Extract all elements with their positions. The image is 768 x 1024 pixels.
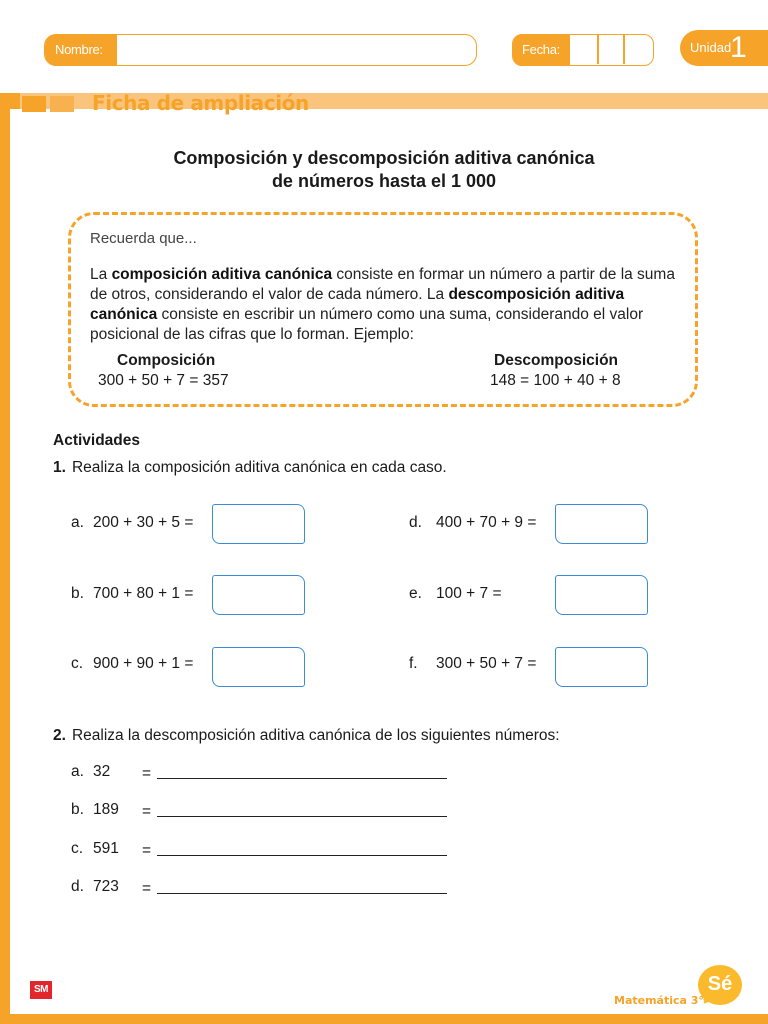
item-expression: 400 + 70 + 9 = [436,514,537,531]
item-letter: a. [71,514,84,531]
date-divider [597,35,599,64]
answer-line-a[interactable] [157,778,447,779]
task-number: 2. [53,727,66,744]
frame-block [22,96,46,112]
answer-box-f[interactable] [555,647,648,687]
reminder-text: consiste en formar un número a partir de la suma de otros, considerando el valor de cada número. La [90,266,675,303]
activities-heading: Actividades [53,432,141,449]
date-field[interactable] [512,34,654,66]
item-letter: d. [409,514,422,531]
item-expression: 900 + 90 + 1 = [93,655,194,672]
item-letter: c. [71,655,84,672]
answer-box-e[interactable] [555,575,648,615]
name-label: Nombre: [45,34,117,66]
item-letter: d. [71,878,84,895]
task-text: Realiza la descomposición aditiva canónica de los siguientes números: [71,727,560,744]
frame-block [50,96,74,112]
item-letter: c. [71,840,84,857]
item-expression: 100 + 7 = [436,585,502,602]
item-letter: a. [71,763,84,780]
equals-sign: = [142,765,152,782]
answer-line-c[interactable] [157,855,447,856]
reminder-text: La [90,266,112,283]
date-label: Fecha: [513,34,570,66]
equals-sign: = [142,803,152,820]
page-title-line1: Composición y descomposición aditiva canónica [173,148,595,168]
sheet-title: Ficha de ampliación [92,91,309,115]
item-expression: 200 + 30 + 5 = [93,514,194,531]
unit-label: Unidad [690,40,732,55]
item-number: 723 [93,878,119,895]
page-title-line2: de números hasta el 1 000 [271,171,497,191]
reminder-term-composition: composición aditiva canónica [111,266,333,283]
answer-line-d[interactable] [157,893,447,894]
unit-number: 1 [730,31,747,64]
unit-badge [680,30,768,66]
publisher-logo: SM [30,981,52,999]
equals-sign: = [142,842,152,859]
item-letter: f. [409,655,418,672]
task-2-instruction [53,727,560,745]
item-letter: b. [71,585,84,602]
item-letter: e. [409,585,422,602]
reminder-paragraph [90,265,680,345]
task-1-instruction [53,459,447,477]
frame-left-border [0,93,10,1024]
subject-label: Matemática 3° [614,994,704,1007]
name-field[interactable] [44,34,477,66]
example-composition-label: Composición [117,352,216,369]
reminder-text: consiste en escribir un número como una suma, considerando el valor posicional de las cifras que lo forman. Ejemplo: [90,306,644,343]
item-number: 32 [93,763,111,780]
example-decomposition-label: Descomposición [494,352,619,369]
item-expression: 300 + 50 + 7 = [436,655,537,672]
date-divider [623,35,625,64]
reminder-term-decomposition: descomposición aditiva canónica [90,286,625,323]
frame-bottom-border [0,1014,768,1024]
reminder-heading: Recuerda que... [90,230,197,247]
equals-sign: = [142,880,152,897]
item-letter: b. [71,801,84,818]
answer-box-a[interactable] [212,504,305,544]
task-text: Realiza la composición aditiva canónica en cada caso. [71,459,447,476]
brand-logo: Sé [698,965,742,1005]
answer-box-b[interactable] [212,575,305,615]
example-decomposition-value: 148 = 100 + 40 + 8 [490,372,621,389]
answer-line-b[interactable] [157,816,447,817]
answer-box-c[interactable] [212,647,305,687]
item-number: 189 [93,801,119,818]
task-number: 1. [53,459,66,476]
item-expression: 700 + 80 + 1 = [93,585,194,602]
example-composition-value: 300 + 50 + 7 = 357 [98,372,229,389]
answer-box-d[interactable] [555,504,648,544]
item-number: 591 [93,840,119,857]
